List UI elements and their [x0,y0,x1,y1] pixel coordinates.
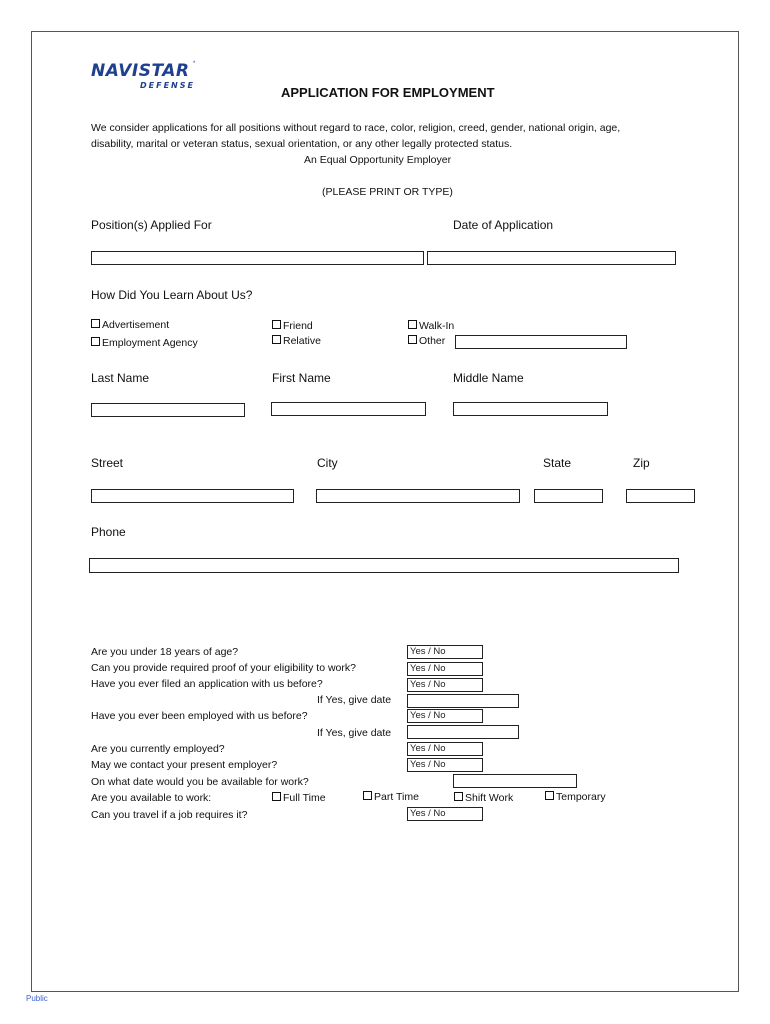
checkbox-icon [454,792,463,801]
option-part-time[interactable] [363,791,419,803]
checkbox-icon [272,335,281,344]
last-name-input[interactable] [91,403,245,417]
option-shift-work-label: Shift Work [465,792,514,804]
state-input[interactable] [534,489,603,503]
question-filed-before: Have you ever filed an application with us before? [91,678,323,690]
filed-before-date-input[interactable] [407,694,519,708]
other-source-input[interactable] [455,335,627,349]
option-friend[interactable] [272,320,313,332]
state-label: State [543,456,572,470]
question-available-date: On what date would you be available for work? [91,776,309,788]
middle-name-input[interactable] [453,402,608,416]
middle-name-label: Middle Name [453,371,524,385]
print-note: (PLEASE PRINT OR TYPE) [322,186,453,198]
date-of-application-label: Date of Application [453,218,554,232]
equal-opportunity-text: An Equal Opportunity Employer [304,154,452,166]
question-travel: Can you travel if a job requires it? [91,809,248,821]
yes-no-contact-employer[interactable]: Yes / No [407,758,483,772]
option-walk-in[interactable] [408,320,454,332]
checkbox-icon [272,792,281,801]
yes-no-under-18[interactable]: Yes / No [407,645,483,659]
zip-input[interactable] [626,489,695,503]
city-label: City [317,456,338,470]
employed-before-date-label: If Yes, give date [317,727,392,739]
first-name-label: First Name [272,371,331,385]
employed-before-date-input[interactable] [407,725,519,739]
checkbox-icon [408,320,417,329]
footer-classification: Public [26,994,48,1003]
option-shift-work[interactable] [454,792,513,804]
available-date-input[interactable] [453,774,577,788]
street-input[interactable] [91,489,294,503]
checkbox-icon [408,335,417,344]
yes-no-employed-before[interactable]: Yes / No [407,709,483,723]
option-temporary[interactable] [545,791,606,803]
question-employed-before: Have you ever been employed with us before? [91,710,308,722]
yes-no-currently-employed[interactable]: Yes / No [407,742,483,756]
zip-label: Zip [633,456,650,470]
option-walk-in-label: Walk-In [419,320,455,332]
first-name-input[interactable] [271,402,426,416]
checkbox-icon [545,791,554,800]
option-relative[interactable] [272,335,321,347]
phone-input[interactable] [89,558,679,573]
option-temporary-label: Temporary [556,791,606,803]
option-relative-label: Relative [283,335,321,347]
intro-line-1: We consider applications for all positions without regard to race, color, religion, creed, gender, national origin, age, [91,122,621,134]
yes-no-travel[interactable]: Yes / No [407,807,483,821]
checkbox-icon [272,320,281,329]
learn-heading: How Did You Learn About Us? [91,288,253,302]
navistar-logo: NAVISTAR [91,61,190,81]
question-currently-employed: Are you currently employed? [91,743,225,755]
yes-no-eligibility[interactable]: Yes / No [407,662,483,676]
form-page-border [31,31,739,992]
street-label: Street [91,456,124,470]
option-advertisement[interactable] [91,319,169,331]
logo-subtitle: DEFENSE [140,81,195,90]
question-contact-employer: May we contact your present employer? [91,759,278,771]
checkbox-icon [91,319,100,328]
option-advertisement-label: Advertisement [102,319,170,331]
position-label: Position(s) Applied For [91,218,212,232]
intro-line-2: disability, marital or veteran status, sexual orientation, or any other legally protected status. [91,138,513,150]
checkbox-icon [91,337,100,346]
option-employment-agency-label: Employment Agency [102,337,198,349]
option-employment-agency[interactable] [91,337,198,349]
phone-label: Phone [91,525,126,539]
option-other[interactable] [408,335,445,347]
question-under-18: Are you under 18 years of age? [91,646,239,658]
question-eligibility: Can you provide required proof of your eligibility to work? [91,662,356,674]
filed-before-date-label: If Yes, give date [317,694,392,706]
question-available-to-work: Are you available to work: [91,792,212,804]
option-full-time-label: Full Time [283,792,326,804]
option-part-time-label: Part Time [374,791,419,803]
page-title: APPLICATION FOR EMPLOYMENT [281,85,495,100]
date-of-application-input[interactable] [427,251,676,265]
yes-no-filed-before[interactable]: Yes / No [407,678,483,692]
option-friend-label: Friend [283,320,313,332]
checkbox-icon [363,791,372,800]
option-full-time[interactable] [272,792,326,804]
logo-star-mark: * [193,61,196,67]
option-other-label: Other [419,335,446,347]
last-name-label: Last Name [91,371,150,385]
city-input[interactable] [316,489,520,503]
position-input[interactable] [91,251,424,265]
